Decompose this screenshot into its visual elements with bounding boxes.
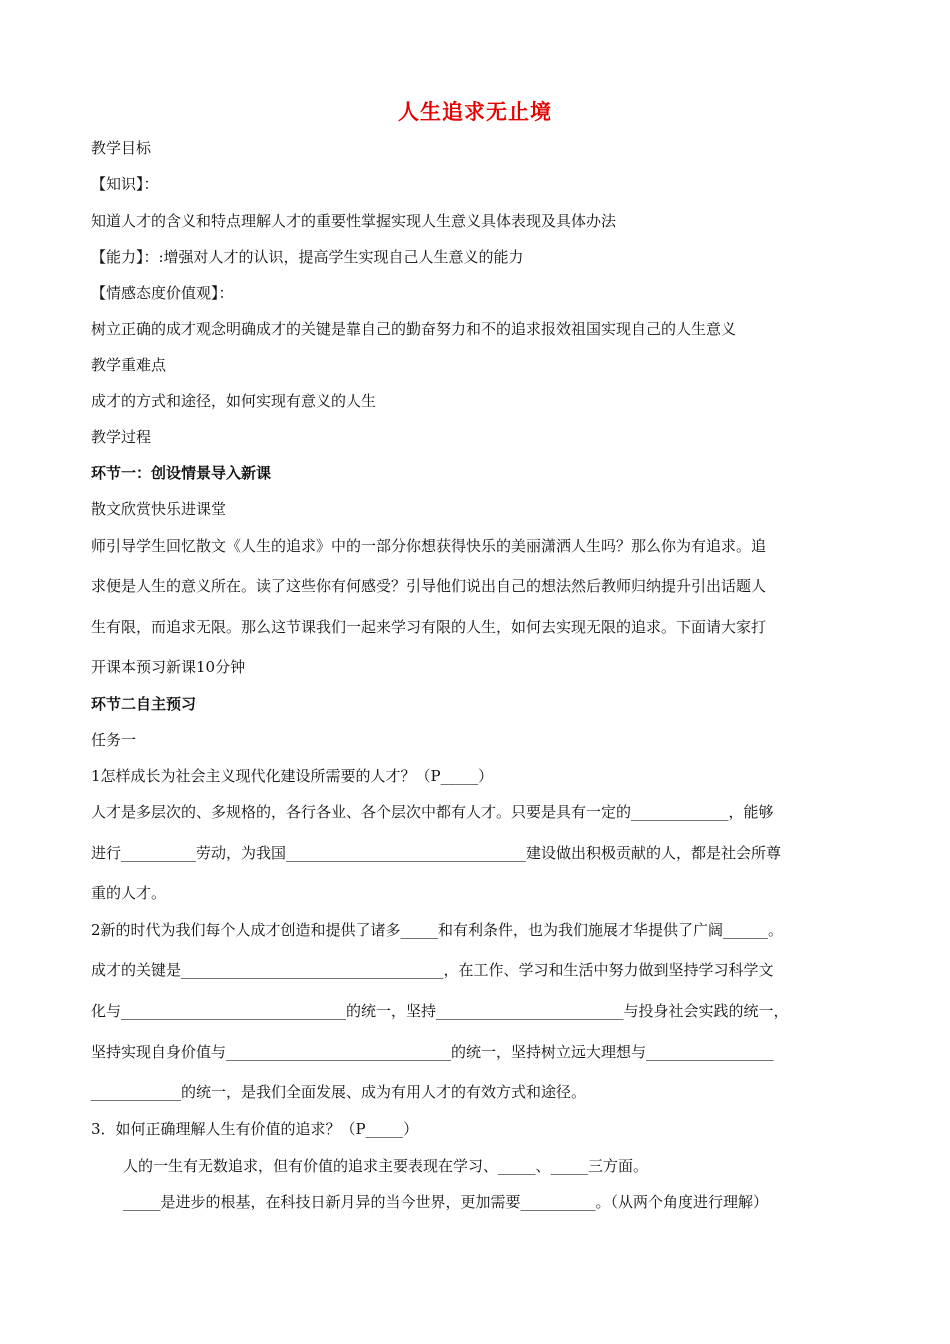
label-ability: 【能力】：:增强对人才的认识，提高学生实现自己人生意义的能力 xyxy=(91,248,524,266)
subheading-prose: 散文欣赏快乐进课堂 xyxy=(91,500,227,518)
paragraph-knowledge: 知道人才的含义和特点理解人才的重要性掌握实现人生意义具体表现及具体办法 xyxy=(91,212,617,230)
answer-3-line-2: _____是进步的根基，在科技日新月异的当今世界，更加需要__________。（从两个角度进行理解） xyxy=(123,1193,769,1211)
paragraph-key-points: 成才的方式和途径，如何实现有意义的人生 xyxy=(91,392,377,410)
paragraph-intro-line-1: 师引导学生回忆散文《人生的追求》中的一部分你想获得快乐的美丽潇洒人生吗？那么你为有追求。追 xyxy=(91,537,767,555)
question-2-line-4: 坚持实现自身价值与______________________________的统一，坚持树立远大理想与_________________ xyxy=(91,1043,774,1061)
paragraph-intro-line-3: 生有限，而追求无限。那么这节课我们一起来学习有限的人生，如何去实现无限的追求。下面请大家打 xyxy=(91,618,767,636)
task-one-label: 任务一 xyxy=(91,731,137,749)
question-3: 3．如何正确理解人生有价值的追求？（P_____） xyxy=(91,1120,419,1138)
paragraph-intro-line-2: 求便是人生的意义所在。读了这些你有何感受？引导他们说出自己的想法然后教师归纳提升引出话题人 xyxy=(91,577,767,595)
answer-3-line-1: 人的一生有无数追求，但有价值的追求主要表现在学习、_____、_____三方面。 xyxy=(123,1157,649,1175)
question-2-line-3: 化与______________________________的统一，坚持_________________________与投身社会实践的统一， xyxy=(91,1002,789,1020)
question-2-line-1: 2新的时代为我们每个人成才创造和提供了诸多_____和有利条件，也为我们施展才华提供了广阔______。 xyxy=(91,921,784,939)
question-2-line-2: 成才的关键是___________________________________，在工作、学习和生活中努力做到坚持学习科学文 xyxy=(91,961,774,979)
label-knowledge: 【知识】： xyxy=(91,175,159,193)
heading-key-points: 教学重难点 xyxy=(91,356,167,374)
section-one-heading: 环节一：创设情景导入新课 xyxy=(91,464,272,482)
heading-teaching-goals: 教学目标 xyxy=(91,139,152,157)
paragraph-values: 树立正确的成才观念明确成才的关键是靠自己的勤奋努力和不的追求报效祖国实现自己的人生意义 xyxy=(91,320,737,338)
section-two-heading: 环节二自主预习 xyxy=(91,695,197,713)
paragraph-intro-line-4: 开课本预习新课10分钟 xyxy=(91,658,246,676)
label-values: 【情感态度价值观】： xyxy=(91,284,234,302)
answer-1-line-1: 人才是多层次的、多规格的，各行各业、各个层次中都有人才。只要是具有一定的_____________，能够 xyxy=(91,803,774,821)
heading-teaching-process: 教学过程 xyxy=(91,428,152,446)
answer-1-line-3: 重的人才。 xyxy=(91,884,167,902)
document-title: 人生追求无止境 xyxy=(398,99,552,124)
question-1: 1怎样成长为社会主义现代化建设所需要的人才？（P_____） xyxy=(91,767,494,785)
question-2-line-5: ____________的统一，是我们全面发展、成为有用人才的有效方式和途径。 xyxy=(91,1083,587,1101)
answer-1-line-2: 进行__________劳动，为我国________________________________建设做出积极贡献的人，都是社会所尊 xyxy=(91,844,782,862)
